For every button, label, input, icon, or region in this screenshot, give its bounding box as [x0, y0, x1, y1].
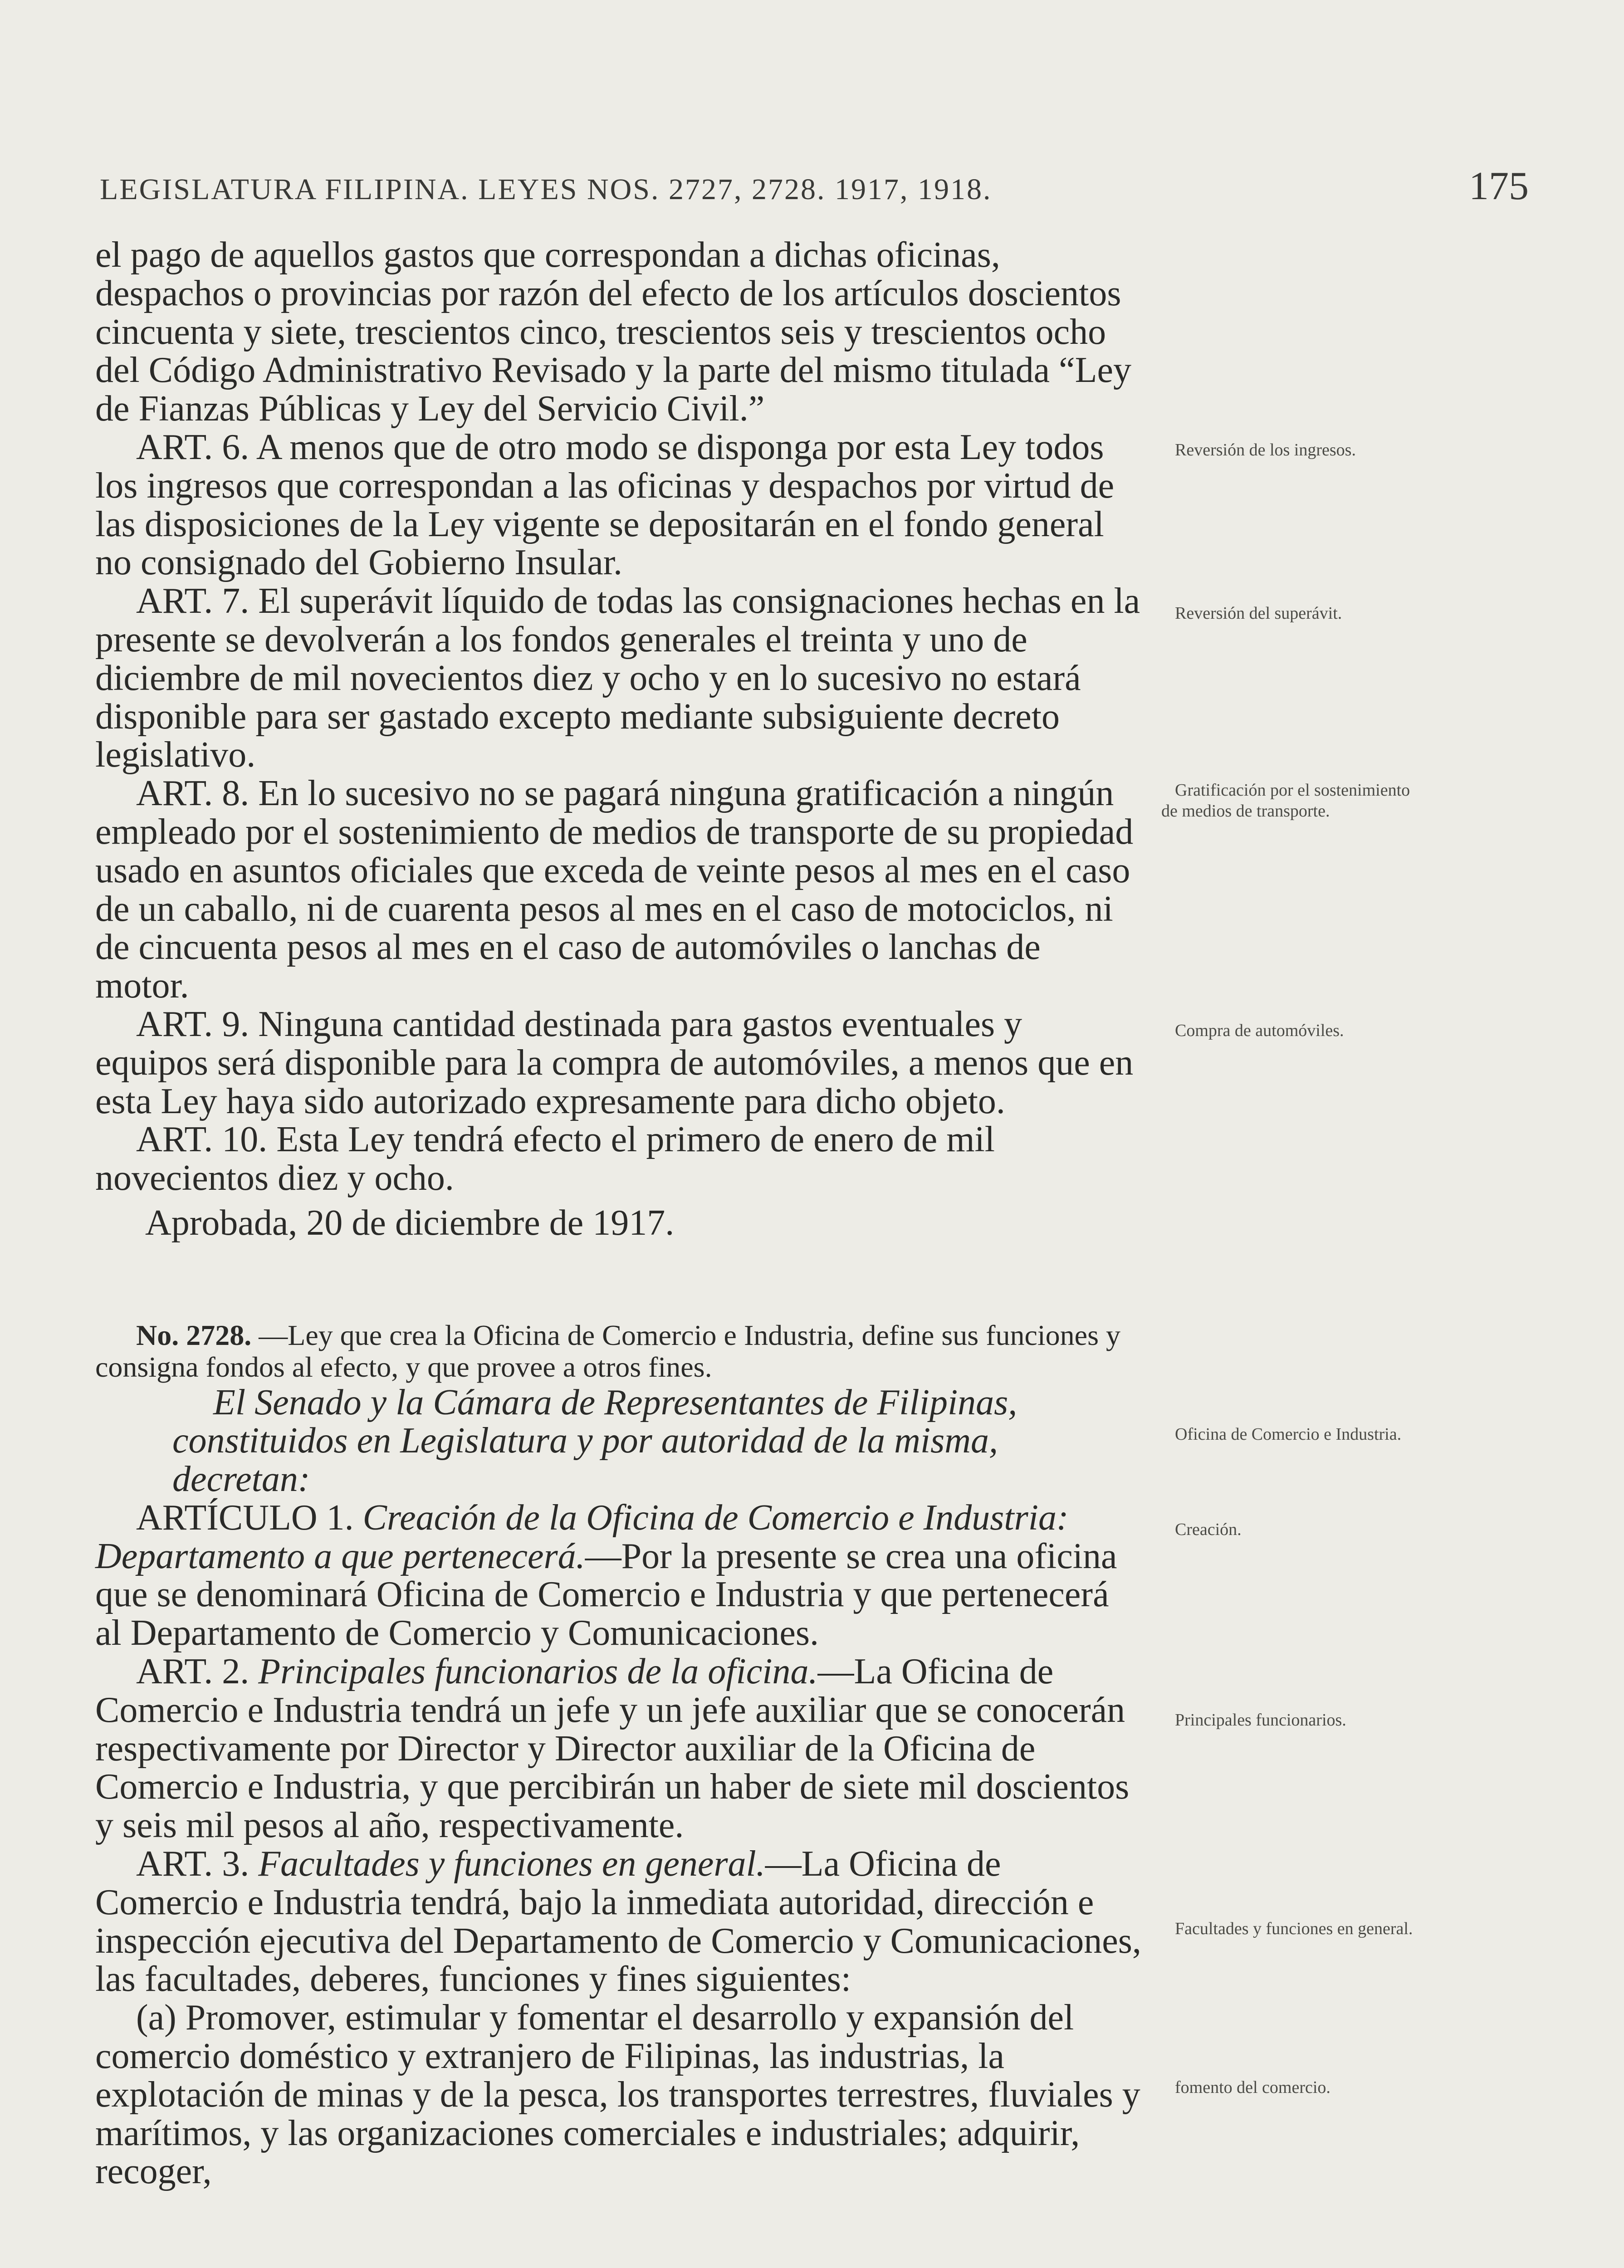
article-9-label: ART. 9. [136, 1004, 249, 1044]
page-number: 175 [1469, 164, 1529, 208]
article-8-text: En lo sucesivo no se pagará ninguna gratificación a ningún empleado por el sostenimiento de medios de transporte de su propiedad usado en asuntos oficiales que exceda de veinte pesos al mes en el caso de un caballo, ni de cuarenta pesos al mes en el caso de motociclos, ni de cincuenta pesos al mes en el caso de automóviles o lanchas de motor. [95, 773, 1134, 1006]
article-3-item-a: (a) Promover, estimular y fomentar el desarrollo y expansión del comercio doméstico y extranjero de Filipinas, las industrias, la explotación de minas y de la pesca, los transportes terrestres, fluviales y marítimos, y las organizaciones comerciales e industriales; adquirir, recoger, [95, 1998, 1140, 2192]
margin-note-reversion-superavit: Reversión del superávit. [1175, 604, 1342, 623]
article-3-text: —La Oficina de Comercio e Industria tendrá, bajo la inmediata autoridad, dirección e inspección ejecutiva del Departamento de Comercio y Comunicaciones, las facultades, deberes, funciones y fines siguientes: [95, 1844, 1141, 1999]
page-header [100, 163, 1529, 218]
running-title: LEGISLATURA FILIPINA. LEYES NOS. 2727, 2728. 1917, 1918. [100, 173, 992, 206]
approval-date: Aprobada, 20 de diciembre de 1917. [145, 1202, 675, 1243]
margin-note-fomento: fomento del comercio. [1175, 2078, 1331, 2097]
article-10-text: Esta Ley tendrá efecto el primero de enero de mil novecientos diez y ocho. [95, 1119, 995, 1198]
section-gap [95, 1242, 1143, 1320]
paragraph-continuation: el pago de aquellos gastos que correspondan a dichas oficinas, despachos o provincias por razón del efecto de los artículos doscientos cincuenta y siete, trescientos cinco, trescientos seis y trescientos ocho del Código Administrativo Revisado y la parte del mismo titulada “Ley de Fianzas Públicas y Ley del Servicio Civil.” [95, 235, 1132, 429]
article-6 [95, 428, 1143, 582]
article-8-label: ART. 8. [136, 773, 249, 814]
article-3-title: Facultades y funciones en general. [258, 1844, 765, 1884]
article-8 [95, 774, 1143, 1005]
margin-note-gratificacion: Gratificación por el sostenimiento de medios de transporte. [1161, 781, 1410, 821]
article-2-label: ART. 2. [136, 1652, 249, 1692]
margin-note-oficina: Oficina de Comercio e Industria. [1175, 1425, 1402, 1444]
law-heading [95, 1320, 1143, 1383]
law-number: No. 2728. [136, 1319, 252, 1351]
main-text-column [95, 236, 1143, 2191]
article-9-text: Ninguna cantidad destinada para gastos eventuales y equipos será disponible para la compra de automóviles, a menos que en esta Ley haya sido autorizado expresamente para dicho objeto. [95, 1004, 1134, 1121]
article-9 [95, 1005, 1143, 1120]
margin-note-facultades: Facultades y funciones en general. [1175, 1919, 1413, 1938]
article-10-label: ART. 10. [136, 1119, 268, 1160]
article-2-title: Principales funcionarios de la oficina. [258, 1652, 818, 1692]
article-2-text: —La Oficina de Comercio e Industria tendrá un jefe y un jefe auxiliar que se conocerán respectivamente por Director y Director auxiliar de la Oficina de Comercio e Industria, y que percibirán un haber de siete mil doscientos y seis mil pesos al año, respectivamente. [95, 1652, 1130, 1846]
article-2 [95, 1652, 1143, 1845]
article-6-label: ART. 6. [136, 427, 249, 467]
enacting-clause: El Senado y la Cámara de Representantes de Filipinas, constituidos en Legislatura y por autoridad de la misma, decretan: [172, 1382, 1017, 1500]
article-10 [95, 1120, 1143, 1198]
margin-note-compra-automoviles: Compra de automóviles. [1175, 1021, 1344, 1040]
article-1 [95, 1499, 1143, 1652]
article-7-label: ART. 7. [136, 581, 249, 621]
margin-note-reversion-ingresos: Reversión de los ingresos. [1175, 440, 1356, 459]
article-7 [95, 582, 1143, 774]
article-3-label: ART. 3. [136, 1844, 249, 1884]
article-1-label: ARTÍCULO 1. [136, 1497, 354, 1538]
article-1-title: Creación de la Oficina de Comercio e Industria: Departamento a que pertenecerá. [95, 1497, 1069, 1576]
article-7-text: El superávit líquido de todas las consignaciones hechas en la presente se devolverán a los fondos generales el treinta y uno de diciembre de mil novecientos diez y ocho y en lo sucesivo no estará disponible para ser gastado excepto mediante subsiguiente decreto legislativo. [95, 581, 1140, 775]
article-1-text: —Por la presente se crea una oficina que se denominará Oficina de Comercio e Industria y que pertenecerá al Departamento de Comercio y Comunicaciones. [95, 1536, 1117, 1653]
article-3 [95, 1845, 1143, 1999]
law-title: —Ley que crea la Oficina de Comercio e Industria, define sus funciones y consigna fondos al efecto, y que provee a otros fines. [95, 1319, 1120, 1383]
margin-note-funcionarios: Principales funcionarios. [1175, 1711, 1346, 1730]
article-6-text: A menos que de otro modo se disponga por esta Ley todos los ingresos que correspondan a las oficinas y despachos por virtud de las disposiciones de la Ley vigente se depositarán en el fondo general no consignado del Gobierno Insular. [95, 427, 1115, 583]
margin-note-creacion: Creación. [1175, 1520, 1242, 1539]
